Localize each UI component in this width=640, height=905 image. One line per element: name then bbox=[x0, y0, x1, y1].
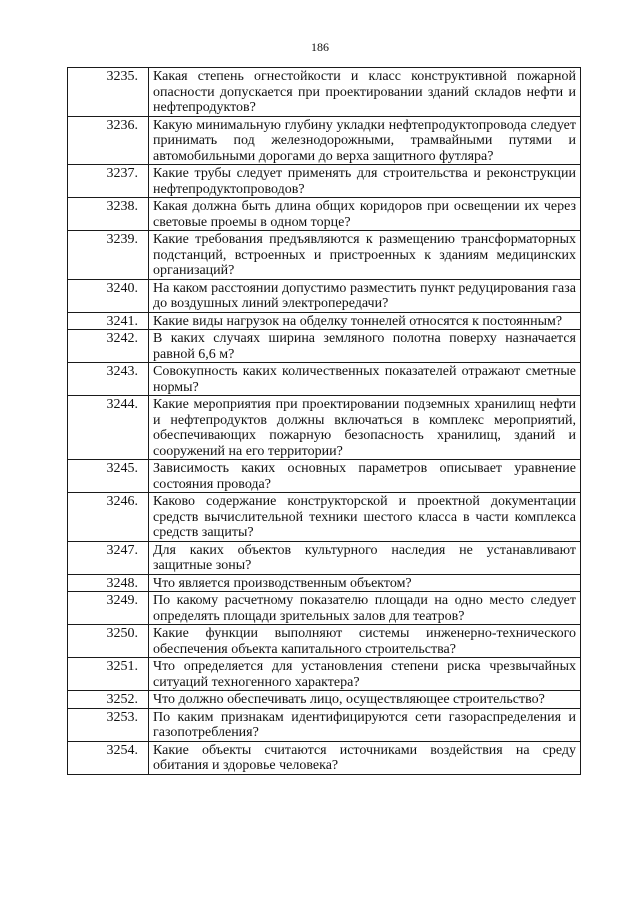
question-row bbox=[68, 625, 581, 658]
question-row bbox=[68, 330, 581, 363]
question-text: По каким признакам идентифицируются сети газораспределения и газопотребления? bbox=[149, 708, 581, 741]
question-number: 3236. bbox=[68, 116, 149, 165]
question-text: Какая степень огнестойкости и класс конструктивной пожарной опасности допускается при проектировании зданий складов нефти и нефтепродуктов? bbox=[149, 68, 581, 117]
question-row bbox=[68, 396, 581, 460]
question-text: Какие функции выполняют системы инженерно-технического обеспечения объекта капитального строительства? bbox=[149, 625, 581, 658]
question-number: 3237. bbox=[68, 165, 149, 198]
question-number: 3247. bbox=[68, 541, 149, 574]
question-row bbox=[68, 658, 581, 691]
question-text: Что должно обеспечивать лицо, осуществляющее строительство? bbox=[149, 691, 581, 709]
question-row bbox=[68, 279, 581, 312]
question-number: 3235. bbox=[68, 68, 149, 117]
question-number: 3248. bbox=[68, 574, 149, 592]
question-row bbox=[68, 708, 581, 741]
question-row bbox=[68, 165, 581, 198]
question-row bbox=[68, 231, 581, 280]
question-row bbox=[68, 592, 581, 625]
questions-table-body bbox=[68, 68, 581, 775]
question-row bbox=[68, 116, 581, 165]
question-number: 3242. bbox=[68, 330, 149, 363]
question-number: 3244. bbox=[68, 396, 149, 460]
question-number: 3245. bbox=[68, 460, 149, 493]
question-text: Что определяется для установления степени риска чрезвычайных ситуаций техногенного характера? bbox=[149, 658, 581, 691]
question-row bbox=[68, 741, 581, 774]
question-number: 3243. bbox=[68, 363, 149, 396]
question-row bbox=[68, 541, 581, 574]
question-row bbox=[68, 68, 581, 117]
question-number: 3241. bbox=[68, 312, 149, 330]
question-text: Какие виды нагрузок на обделку тоннелей относятся к постоянным? bbox=[149, 312, 581, 330]
question-text: Совокупность каких количественных показателей отражают сметные нормы? bbox=[149, 363, 581, 396]
page-number: 186 bbox=[311, 40, 329, 54]
question-number: 3239. bbox=[68, 231, 149, 280]
question-text: Какие объекты считаются источниками воздействия на среду обитания и здоровье человека? bbox=[149, 741, 581, 774]
question-number: 3253. bbox=[68, 708, 149, 741]
question-text: По какому расчетному показателю площади на одно место следует определять площади зрительных залов для театров? bbox=[149, 592, 581, 625]
question-row bbox=[68, 574, 581, 592]
question-number: 3240. bbox=[68, 279, 149, 312]
question-text: В каких случаях ширина земляного полотна поверху назначается равной 6,6 м? bbox=[149, 330, 581, 363]
question-number: 3250. bbox=[68, 625, 149, 658]
question-row bbox=[68, 312, 581, 330]
question-text: Какие мероприятия при проектировании подземных хранилищ нефти и нефтепродуктов должны включаться в комплекс мероприятий, обеспечивающих пожарную безопасность хранилищ, зданий и сооружений на его территории? bbox=[149, 396, 581, 460]
question-text: Каково содержание конструкторской и проектной документации средств вычислительной техники шестого класса в части комплекса средств защиты? bbox=[149, 493, 581, 542]
questions-table bbox=[67, 67, 581, 775]
question-text: Для каких объектов культурного наследия не устанавливают защитные зоны? bbox=[149, 541, 581, 574]
question-text: Какая должна быть длина общих коридоров при освещении их через световые проемы в одном торце? bbox=[149, 198, 581, 231]
question-row bbox=[68, 460, 581, 493]
question-number: 3238. bbox=[68, 198, 149, 231]
question-number: 3254. bbox=[68, 741, 149, 774]
question-text: На каком расстоянии допустимо разместить пункт редуцирования газа до воздушных линий электропередачи? bbox=[149, 279, 581, 312]
question-text: Какие трубы следует применять для строительства и реконструкции нефтепродуктопроводов? bbox=[149, 165, 581, 198]
question-text: Зависимость каких основных параметров описывает уравнение состояния провода? bbox=[149, 460, 581, 493]
question-number: 3252. bbox=[68, 691, 149, 709]
question-row bbox=[68, 691, 581, 709]
question-row bbox=[68, 198, 581, 231]
question-number: 3246. bbox=[68, 493, 149, 542]
question-row bbox=[68, 363, 581, 396]
question-row bbox=[68, 493, 581, 542]
question-number: 3251. bbox=[68, 658, 149, 691]
question-text: Что является производственным объектом? bbox=[149, 574, 581, 592]
question-text: Какую минимальную глубину укладки нефтепродуктопровода следует принимать под железнодорожными, трамвайными путями и автомобильными дорогами до верха защитного футляра? bbox=[149, 116, 581, 165]
question-text: Какие требования предъявляются к размещению трансформаторных подстанций, встроенных и пристроенных к зданиям медицинских организаций? bbox=[149, 231, 581, 280]
question-number: 3249. bbox=[68, 592, 149, 625]
